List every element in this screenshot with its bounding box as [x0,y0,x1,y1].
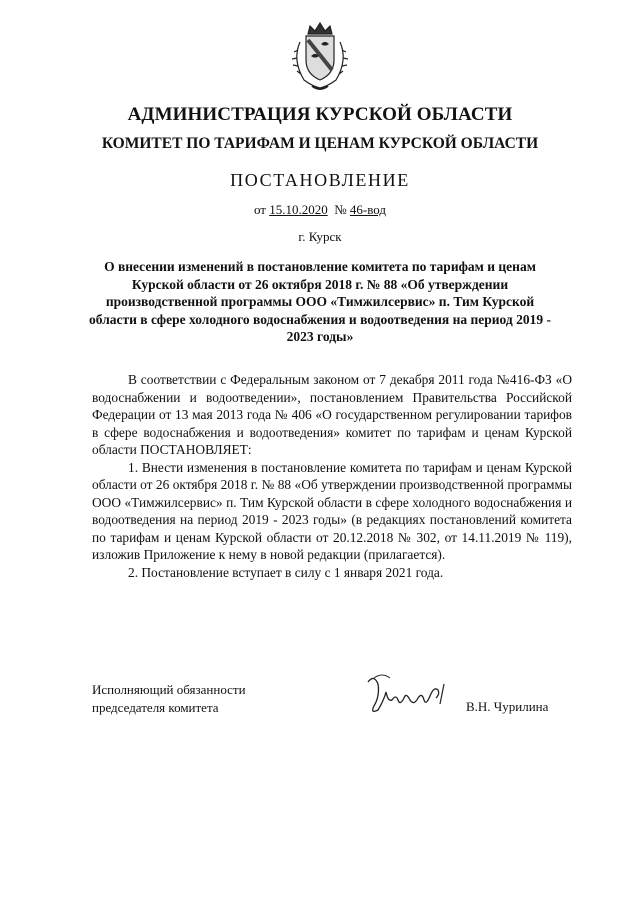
coat-of-arms-icon [286,20,354,94]
document-type: ПОСТАНОВЛЕНИЕ [230,170,410,190]
item-1-paragraph: 1. Внести изменения в постановление комитета по тарифам и ценам Курской области от 26 октября 2018 г. № 88 «Об утверждении производственной программы ООО «Тимжилсервис» п. Тим Курской области в сфере холодного водоснабжения и водоотведения на период 2019 - 2023 годы» (в редакциях постановлений комитета по тарифам и ценам Курской области от 20.12.2018 № 302, от 14.11.2019 № 119), изложив Приложение к нему в новой редакции (прилагается). [92,459,572,562]
date-number-line [0,202,640,218]
document-date: 15.10.2020 [269,202,328,217]
signatory-position [92,681,246,716]
position-line-1: Исполняющий обязанности [92,682,246,697]
number-prefix: № [334,202,347,217]
date-prefix: от [253,202,266,217]
document-number: 46-вод [349,202,387,217]
city: г. Курск [298,229,342,244]
item-2-paragraph: 2. Постановление вступает в силу с 1 января 2021 года. [128,564,444,580]
committee-title: КОМИТЕТ ПО ТАРИФАМ И ЦЕНАМ КУРСКОЙ ОБЛАСТИ [101,135,539,152]
position-line-2: председателя комитета [92,699,219,715]
handwritten-signature [360,670,460,722]
signatory-name: В.Н. Чурилина [466,699,549,714]
administration-title: АДМИНИСТРАЦИЯ КУРСКОЙ ОБЛАСТИ [127,104,513,125]
document-subject: О внесении изменений в постановление комитета по тарифам и ценам Курской области от 26 октября 2018 г. № 88 «Об утверждении производственной программы ООО «Тимжилсервис» п. Тим Курской области в сфере холодного водоснабжения и водоотведения на период 2019 - 2023 годы» [89,259,551,344]
preamble-paragraph: В соответствии с Федеральным законом от 7 декабря 2011 года №416-ФЗ «О водоснабжении и водоотведении», постановлением Правительства Российской Федерации от 13 мая 2013 года № 406 «О государственном регулировании тарифов в сфере водоснабжения и водоотведения» комитет по тарифам и ценам Курской области ПОСТАНОВЛЯЕТ: [92,372,572,457]
document-body [92,371,572,581]
